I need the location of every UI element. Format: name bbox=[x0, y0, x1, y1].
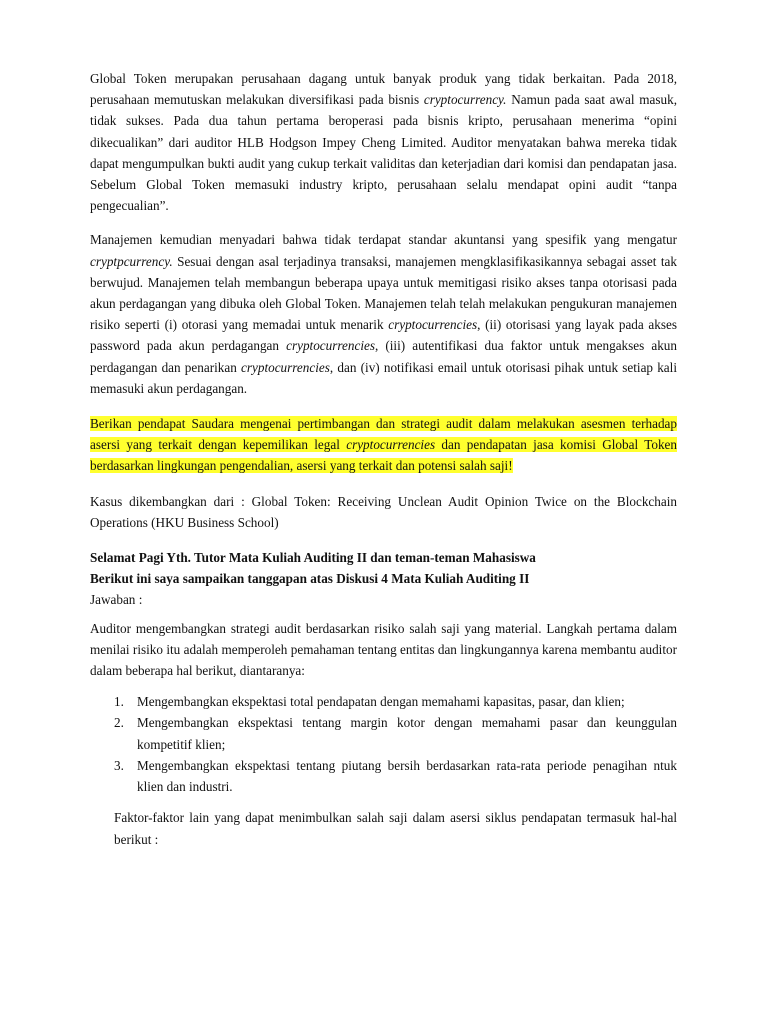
list-number: 2. bbox=[114, 715, 124, 731]
highlighted-question bbox=[90, 413, 677, 477]
text-segment: Namun pada saat awal masuk, tidak sukses. Pada dua tahun pertama beroperasi pada bisnis kripto, perusahaan menerima “opini dikecualikan” dari auditor HLB Hodgson Impey Cheng Limited. Auditor menyatakan bahwa mereka tidak dapat mengumpulkan bukti audit yang cukup terkait validitas dan keterjadian dari komisi dan pendapatan jasa. Sebelum Global Token memasuki industry kripto, perusahaan selalu mendapat opini audit “tanpa pengecualian”. bbox=[90, 92, 677, 214]
greeting-line-1: Selamat Pagi Yth. Tutor Mata Kuliah Auditing II dan teman-teman Mahasiswa bbox=[90, 550, 536, 566]
list-text: Mengembangkan ekspektasi total pendapatan dengan memahami kapasitas, pasar, dan klien; bbox=[137, 694, 625, 710]
case-reference: Kasus dikembangkan dari : Global Token: Receiving Unclean Audit Opinion Twice on the Blockchain Operations (HKU Business School) bbox=[90, 493, 677, 530]
case-paragraph-1 bbox=[90, 68, 677, 216]
text-segment: dan pendapatan jasa komisi Global Token berdasarkan lingkungan pengendalian, asersi yang terkait dan potensi salah saji! bbox=[90, 437, 677, 474]
italic-term: cryptocurrencies bbox=[286, 338, 375, 354]
list-text: Mengembangkan ekspektasi tentang piutang bersih berdasarkan rata-rata periode penagihan ntuk klien dan industri. bbox=[137, 757, 677, 795]
faktor-paragraph: Faktor-faktor lain yang dapat menimbulkan salah saji dalam asersi siklus pendapatan termasuk hal-hal berikut : bbox=[114, 810, 677, 847]
text-segment: , (ii) otorisasi yang layak pada akses password pada akun perdagangan bbox=[90, 317, 677, 354]
list-item bbox=[90, 712, 677, 754]
text-segment: Manajemen kemudian menyadari bahwa tidak terdapat standar akuntansi yang spesifik yang mengatur bbox=[90, 232, 677, 248]
text-segment: , (iii) autentifikasi dua faktor untuk mengakses akun perdagangan dan penarikan bbox=[90, 338, 677, 375]
list-text: Mengembangkan ekspektasi tentang margin kotor dengan memahami pasar dan keunggulan kompetitif klien; bbox=[137, 715, 677, 752]
document-page bbox=[90, 68, 677, 850]
text-segment: Global Token merupakan perusahaan dagang untuk banyak produk yang tidak berkaitan. Pada 2018, perusahaan memutuskan melakukan diversifikasi pada bisnis bbox=[90, 71, 677, 108]
text-segment: Sesuai dengan asal terjadinya transaksi, manajemen mengklasifikasikannya sebagai asset tak berwujud. Manajemen telah membangun beberapa upaya untuk memitigasi risiko akses tanpa otorisasi pada akun perdagangan yang dibuka oleh Global Token. Manajemen telah telah melakukan pengukuran manajemen risiko seperti (i) otorasi yang memadai untuk menarik bbox=[90, 253, 677, 333]
list-number: 1. bbox=[114, 694, 124, 710]
italic-term: cryptocurrencies bbox=[388, 317, 478, 333]
answer-label: Jawaban : bbox=[90, 592, 143, 608]
list-number: 3. bbox=[114, 757, 124, 773]
text-segment: , dan (iv) notifikasi email untuk otorisasi pihak untuk setiap kali memasuki akun perdagangan. bbox=[90, 359, 677, 396]
italic-term: cryptocurrencies bbox=[241, 359, 330, 375]
greeting-line-2: Berikut ini saya sampaikan tanggapan atas Diskusi 4 Mata Kuliah Auditing II bbox=[90, 571, 530, 587]
expectation-list bbox=[90, 691, 677, 797]
list-item bbox=[90, 691, 677, 712]
italic-term: cryptocurrency. bbox=[423, 92, 507, 108]
italic-term: cryptocurrencies bbox=[346, 437, 436, 453]
italic-term: cryptpcurrency. bbox=[90, 253, 173, 269]
answer-intro: Auditor mengembangkan strategi audit berdasarkan risiko salah saji yang material. Langkah pertama dalam menilai risiko itu adalah memperoleh pemahaman tentang entitas dan lingkungannya karena membantu auditor dalam beberapa hal berikut, diantaranya: bbox=[90, 620, 677, 679]
list-item bbox=[90, 755, 677, 797]
text-segment: Berikan pendapat Saudara mengenai pertimbangan dan strategi audit dalam melakukan asesmen terhadap asersi yang terkait dengan kepemilikan legal bbox=[90, 416, 677, 453]
case-paragraph-2 bbox=[90, 229, 677, 399]
